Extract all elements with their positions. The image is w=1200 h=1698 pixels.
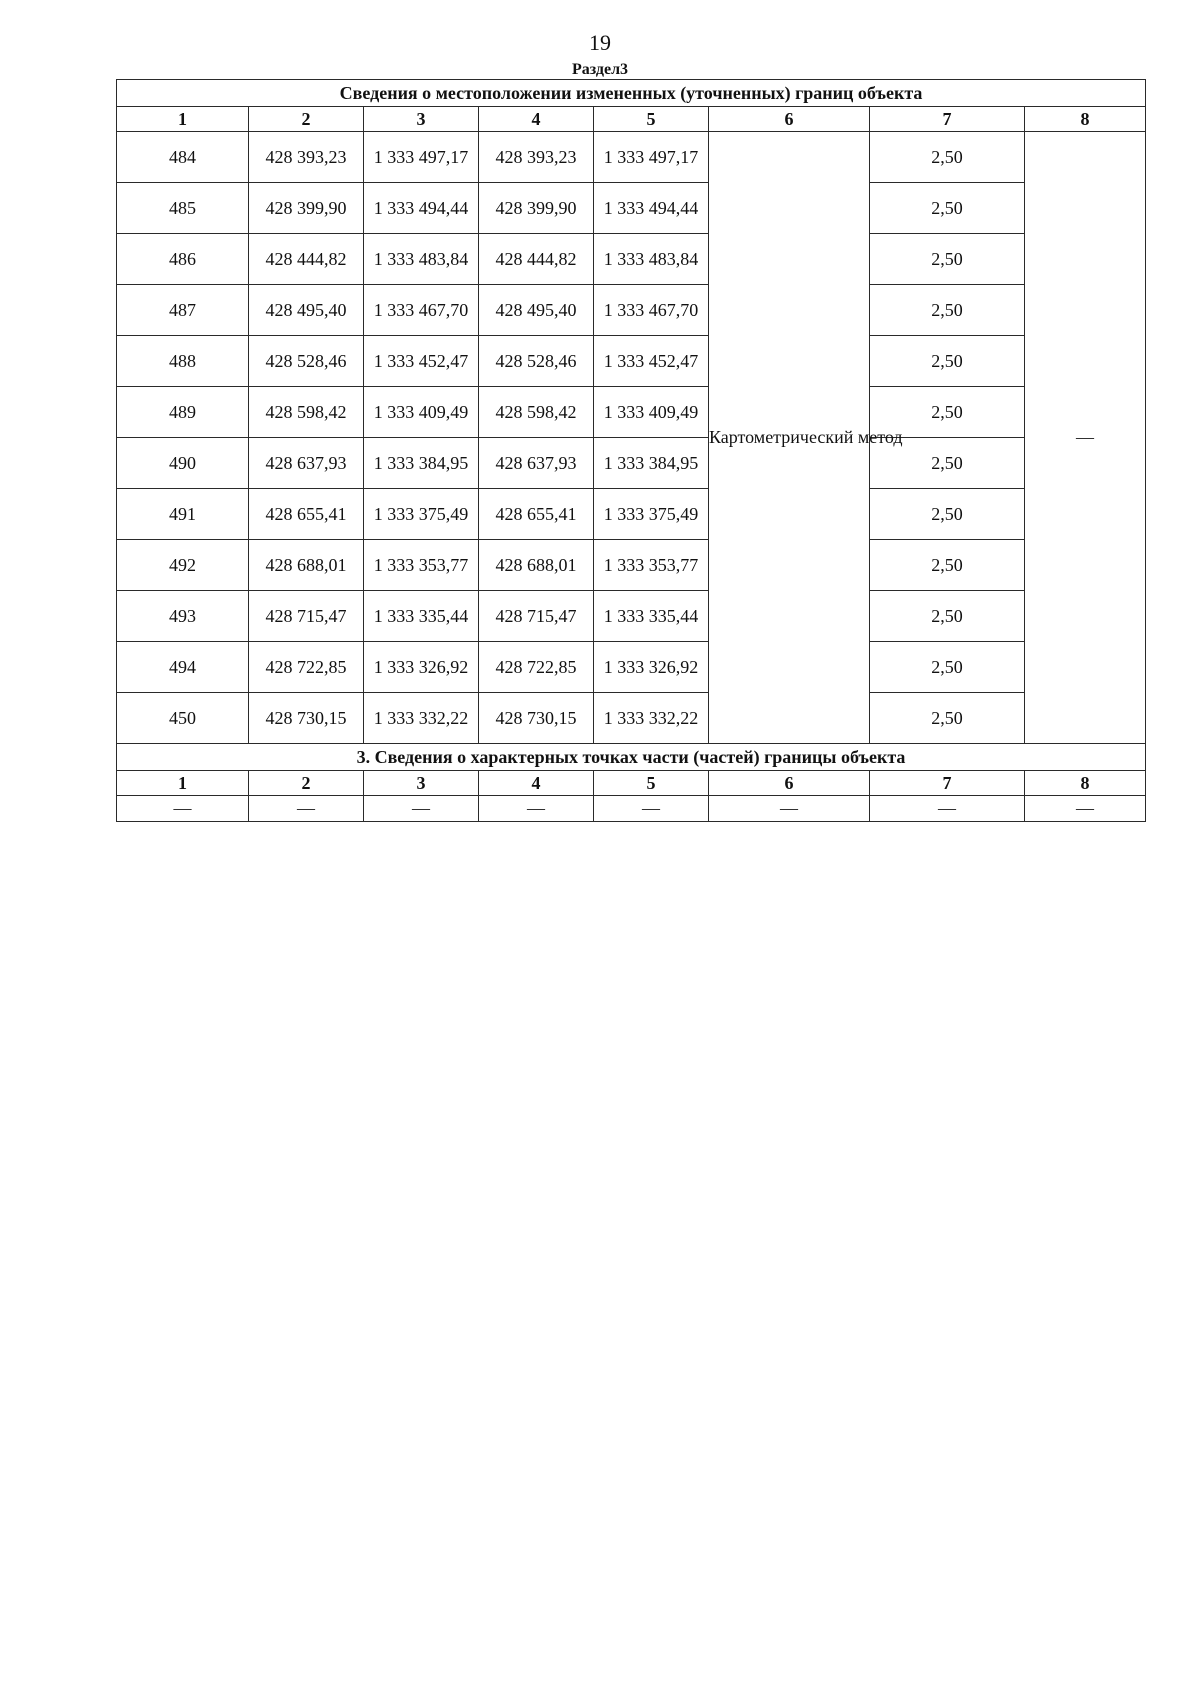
y-old-cell: 1 333 497,17 (364, 132, 479, 183)
x-new-cell: 428 399,90 (479, 183, 594, 234)
accuracy-cell: 2,50 (870, 285, 1025, 336)
x-old-cell: 428 399,90 (249, 183, 364, 234)
y-new-cell: 1 333 353,77 (594, 540, 709, 591)
x-new-cell: 428 722,85 (479, 642, 594, 693)
y-new-cell: 1 333 375,49 (594, 489, 709, 540)
y-old-cell: 1 333 375,49 (364, 489, 479, 540)
x-new-cell: 428 637,93 (479, 438, 594, 489)
column8-cell: — (1025, 132, 1146, 744)
table-row (117, 336, 1146, 387)
y-old-cell: 1 333 353,77 (364, 540, 479, 591)
x-new-cell: 428 655,41 (479, 489, 594, 540)
subsection-title: 3. Сведения о характерных точках части (частей) границы объекта (117, 744, 1146, 771)
column-number: 3 (364, 107, 479, 132)
boundary-coordinates-table (116, 79, 1146, 822)
y-old-cell: 1 333 409,49 (364, 387, 479, 438)
point-number-cell: 492 (117, 540, 249, 591)
table-row (117, 693, 1146, 744)
column-number: 8 (1025, 771, 1146, 796)
column-number: 6 (709, 107, 870, 132)
y-old-cell: 1 333 494,44 (364, 183, 479, 234)
accuracy-cell: 2,50 (870, 591, 1025, 642)
x-new-cell: 428 688,01 (479, 540, 594, 591)
x-new-cell: 428 730,15 (479, 693, 594, 744)
table-title: Сведения о местоположении измененных (уточненных) границ объекта (117, 80, 1146, 107)
accuracy-cell: 2,50 (870, 183, 1025, 234)
y-old-cell: 1 333 452,47 (364, 336, 479, 387)
column-number: 7 (870, 107, 1025, 132)
y-old-cell: 1 333 467,70 (364, 285, 479, 336)
x-old-cell: 428 730,15 (249, 693, 364, 744)
accuracy-cell: 2,50 (870, 234, 1025, 285)
column-number: 3 (364, 771, 479, 796)
column-number: 4 (479, 771, 594, 796)
y-new-cell: 1 333 335,44 (594, 591, 709, 642)
y-new-cell: 1 333 409,49 (594, 387, 709, 438)
accuracy-cell: 2,50 (870, 540, 1025, 591)
subsection-column-number-row (117, 771, 1146, 796)
y-new-cell: 1 333 494,44 (594, 183, 709, 234)
x-new-cell: 428 444,82 (479, 234, 594, 285)
x-old-cell: 428 444,82 (249, 234, 364, 285)
table-row (117, 438, 1146, 489)
column-number: 1 (117, 107, 249, 132)
table-row (117, 489, 1146, 540)
x-old-cell: 428 722,85 (249, 642, 364, 693)
column-number: 5 (594, 107, 709, 132)
y-new-cell: 1 333 467,70 (594, 285, 709, 336)
column-number: 2 (249, 107, 364, 132)
x-old-cell: 428 495,40 (249, 285, 364, 336)
point-number-cell: 494 (117, 642, 249, 693)
accuracy-cell: 2,50 (870, 387, 1025, 438)
x-old-cell: 428 655,41 (249, 489, 364, 540)
accuracy-cell: 2,50 (870, 438, 1025, 489)
column-number: 5 (594, 771, 709, 796)
empty-data-row (117, 796, 1146, 822)
x-old-cell: 428 598,42 (249, 387, 364, 438)
point-number-cell: 450 (117, 693, 249, 744)
table-row (117, 642, 1146, 693)
point-number-cell: 490 (117, 438, 249, 489)
empty-cell: — (709, 796, 870, 822)
x-old-cell: 428 528,46 (249, 336, 364, 387)
accuracy-cell: 2,50 (870, 642, 1025, 693)
point-number-cell: 488 (117, 336, 249, 387)
x-new-cell: 428 393,23 (479, 132, 594, 183)
empty-cell: — (1025, 796, 1146, 822)
point-number-cell: 493 (117, 591, 249, 642)
column-number: 1 (117, 771, 249, 796)
method-cell: Картометрический метод (709, 132, 870, 744)
y-old-cell: 1 333 384,95 (364, 438, 479, 489)
y-old-cell: 1 333 326,92 (364, 642, 479, 693)
x-old-cell: 428 637,93 (249, 438, 364, 489)
column-number: 2 (249, 771, 364, 796)
section-heading: Раздел3 (571, 61, 629, 78)
accuracy-cell: 2,50 (870, 489, 1025, 540)
column-number-row (117, 107, 1146, 132)
y-new-cell: 1 333 452,47 (594, 336, 709, 387)
column-number: 8 (1025, 107, 1146, 132)
empty-cell: — (117, 796, 249, 822)
y-new-cell: 1 333 483,84 (594, 234, 709, 285)
x-old-cell: 428 688,01 (249, 540, 364, 591)
empty-cell: — (870, 796, 1025, 822)
column-number: 4 (479, 107, 594, 132)
point-number-cell: 484 (117, 132, 249, 183)
x-new-cell: 428 495,40 (479, 285, 594, 336)
x-new-cell: 428 598,42 (479, 387, 594, 438)
accuracy-cell: 2,50 (870, 693, 1025, 744)
x-new-cell: 428 715,47 (479, 591, 594, 642)
y-old-cell: 1 333 335,44 (364, 591, 479, 642)
point-number-cell: 487 (117, 285, 249, 336)
table-row (117, 132, 1146, 183)
table-row (117, 183, 1146, 234)
table-row (117, 285, 1146, 336)
point-number-cell: 489 (117, 387, 249, 438)
accuracy-cell: 2,50 (870, 336, 1025, 387)
x-old-cell: 428 715,47 (249, 591, 364, 642)
point-number-cell: 486 (117, 234, 249, 285)
table-row (117, 591, 1146, 642)
page-number: 19 (589, 30, 611, 55)
point-number-cell: 485 (117, 183, 249, 234)
empty-cell: — (364, 796, 479, 822)
column-number: 6 (709, 771, 870, 796)
table-row (117, 234, 1146, 285)
empty-cell: — (249, 796, 364, 822)
y-old-cell: 1 333 483,84 (364, 234, 479, 285)
y-new-cell: 1 333 497,17 (594, 132, 709, 183)
x-new-cell: 428 528,46 (479, 336, 594, 387)
y-new-cell: 1 333 326,92 (594, 642, 709, 693)
accuracy-cell: 2,50 (870, 132, 1025, 183)
table-row (117, 540, 1146, 591)
empty-cell: — (479, 796, 594, 822)
table-row (117, 387, 1146, 438)
y-old-cell: 1 333 332,22 (364, 693, 479, 744)
empty-cell: — (594, 796, 709, 822)
y-new-cell: 1 333 384,95 (594, 438, 709, 489)
x-old-cell: 428 393,23 (249, 132, 364, 183)
point-number-cell: 491 (117, 489, 249, 540)
y-new-cell: 1 333 332,22 (594, 693, 709, 744)
column-number: 7 (870, 771, 1025, 796)
